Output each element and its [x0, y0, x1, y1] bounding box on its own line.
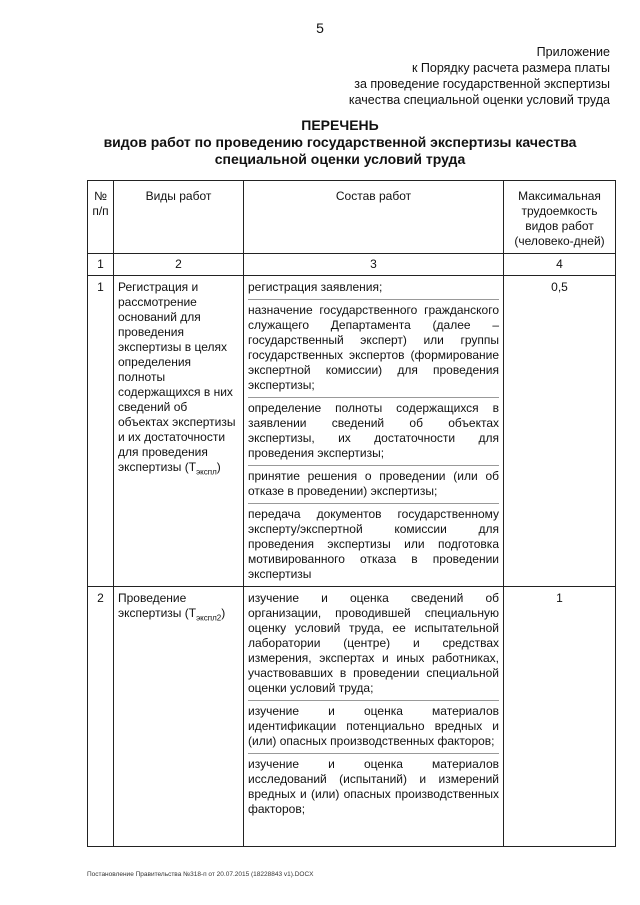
annex-line: Приложение [536, 45, 610, 59]
work-type-close: ) [221, 606, 226, 620]
column-number: 4 [504, 254, 616, 276]
annex-block [349, 44, 610, 108]
annex-line: качества специальной оценки условий труда [348, 93, 610, 107]
composition-item: изучение и оценка сведений об организации, проводившей специальную оценку условий труда, ее испытательной лаборатории (центре) и средствах измерения, экспертах и иных работниках, участвовавших в проведении специальной оценки условий труда; [248, 591, 499, 695]
title-subtitle-line: специальной оценки условий труда [214, 151, 466, 167]
work-type-close: ) [216, 460, 221, 474]
composition-item: принятие решения о проведении (или об отказе в проведении) экспертизы; [248, 465, 499, 499]
document-title [40, 117, 640, 168]
labor-value: 0,5 [504, 276, 616, 587]
work-type-cell [114, 587, 244, 847]
row-number: 1 [88, 276, 114, 587]
page-number: 5 [316, 20, 324, 36]
column-number: 2 [114, 254, 244, 276]
composition-item: передача документов государственному эксперту/экспертной комиссии для проведения экспертизы или подготовка мотивированного отказа в проведении экспертизы [248, 503, 499, 582]
header-num: № п/п [88, 181, 114, 254]
header-composition: Состав работ [244, 181, 504, 254]
header-max-labor: Максимальная трудоемкость видов работ (человеко-дней) [504, 181, 616, 254]
annex-line: к Порядку расчета размера платы [411, 61, 610, 75]
composition-cell [244, 276, 504, 587]
work-type-cell [114, 276, 244, 587]
column-number: 3 [244, 254, 504, 276]
work-type-subscript: экспл2 [196, 613, 222, 623]
table-row [88, 276, 616, 587]
work-type-text: Регистрация и рассмотрение оснований для проведения экспертизы в целях определения полноты содержащихся в них сведений об объектах экспертизы и их достаточности для проведения экспертизы (Т [118, 280, 236, 474]
work-type-text: Проведение экспертизы (Т [118, 591, 197, 620]
title-heading: ПЕРЕЧЕНЬ [301, 117, 379, 133]
works-table [87, 180, 616, 847]
composition-item: определение полноты содержащихся в заявлении сведений об объектах экспертизы, их достаточности для проведения экспертизы; [248, 397, 499, 461]
footer-doc-reference: Постановление Правительства №318-п от 20.07.2015 (18228843 v1).DOCX [87, 871, 314, 878]
column-numbers-row [88, 254, 616, 276]
column-number: 1 [88, 254, 114, 276]
composition-item: изучение и оценка материалов исследований (испытаний) и измерений вредных и (или) опасных производственных факторов; [248, 753, 499, 817]
composition-item: изучение и оценка материалов идентификации потенциально вредных и (или) опасных производственных факторов; [248, 700, 499, 749]
labor-value: 1 [504, 587, 616, 847]
row-number: 2 [88, 587, 114, 847]
table-row [88, 587, 616, 847]
annex-line: за проведение государственной экспертизы [354, 77, 610, 91]
composition-cell [244, 587, 504, 847]
title-subtitle-line: видов работ по проведению государственной экспертизы качества [103, 134, 577, 150]
table-header-row [88, 181, 616, 254]
composition-item: назначение государственного гражданского служащего Департамента (далее – государственный эксперт) или группы государственных экспертов (формирование экспертной комиссии) для проведения экспертизы; [248, 299, 499, 393]
composition-item: регистрация заявления; [248, 280, 383, 294]
header-work-types: Виды работ [114, 181, 244, 254]
work-type-subscript: экспл [196, 467, 217, 477]
